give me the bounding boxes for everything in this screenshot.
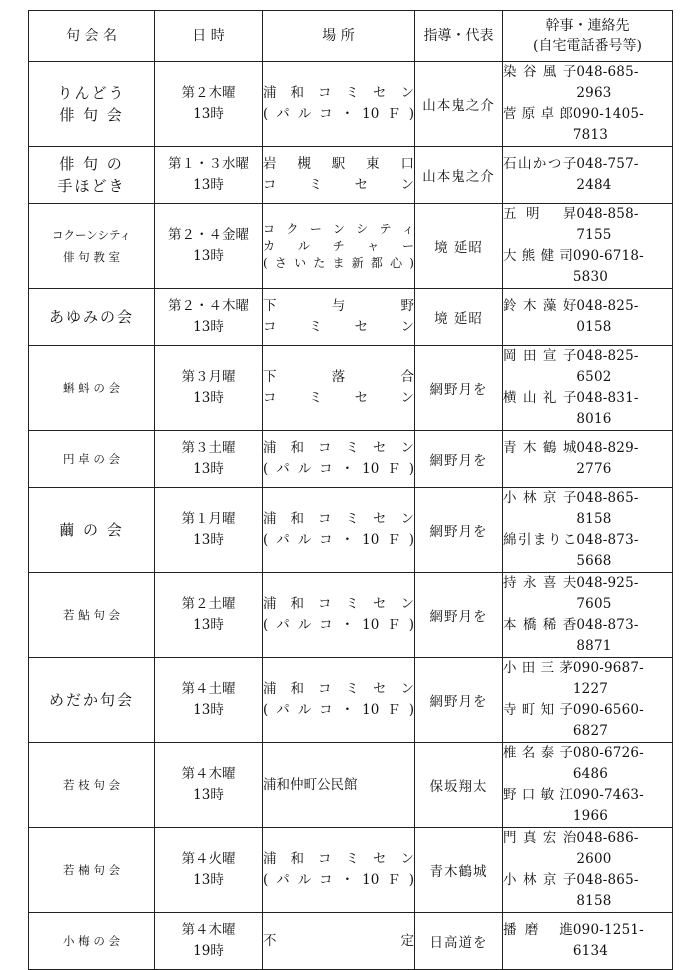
group-name-line: 手ほどき: [57, 177, 126, 195]
contact-phone: 090-6718-5830: [572, 248, 644, 285]
group-name-cell: [29, 62, 155, 147]
schedule-line: 第１月曜: [181, 511, 236, 527]
leader-cell: 網野月を: [415, 488, 503, 573]
table-row: [29, 62, 673, 147]
schedule-line: 13時: [193, 787, 224, 803]
contact-cell: [503, 658, 673, 743]
contact-name: 野口敏江: [503, 787, 573, 803]
schedule-cell: [155, 828, 263, 913]
table-row: [29, 431, 673, 488]
contact-name: 持永喜夫: [503, 575, 577, 591]
group-name-line: 俳 句 会: [59, 106, 124, 124]
contact-line: [503, 62, 672, 104]
place-cell: [263, 431, 415, 488]
schedule-line: 13時: [193, 177, 224, 193]
group-name-cell: [29, 743, 155, 828]
place-line: 下与野: [263, 298, 414, 314]
place-cell: [263, 658, 415, 743]
header-when: 日 時: [155, 11, 263, 62]
contact-cell: [503, 743, 673, 828]
place-cell: [263, 62, 415, 147]
group-name-cell: [29, 913, 155, 970]
contact-cell: [503, 204, 673, 289]
leader-cell: 網野月を: [415, 658, 503, 743]
leader-cell: 山本鬼之介: [415, 147, 503, 204]
table-row: [29, 346, 673, 431]
schedule-cell: [155, 289, 263, 346]
place-line: (パルコ・10Ｆ): [263, 532, 414, 548]
table-row: [29, 573, 673, 658]
schedule-line: 13時: [193, 461, 224, 477]
group-name-cell: [29, 147, 155, 204]
group-name-cell: [29, 573, 155, 658]
schedule-line: 第２・４金曜: [168, 227, 249, 243]
schedule-line: 第１・３水曜: [168, 156, 249, 172]
contact-name: 門真宏治: [503, 830, 577, 846]
place-line: コミセン: [263, 390, 414, 406]
schedule-line: 第４土曜: [181, 681, 236, 697]
place-cell: [263, 346, 415, 431]
table-row: [29, 488, 673, 573]
contact-line: [503, 743, 672, 785]
contact-phone: 090-6560-6827: [572, 702, 644, 739]
group-name-line: めだか句会: [48, 691, 134, 709]
header-row: [29, 11, 673, 62]
schedule-line: 13時: [193, 872, 224, 888]
leader-cell: 網野月を: [415, 431, 503, 488]
contact-name: 小田三茅: [503, 660, 573, 676]
group-name-line: あゆみの会: [48, 308, 134, 326]
leader-cell: 保坂翔太: [415, 743, 503, 828]
contact-name: 小林京子: [503, 490, 577, 506]
contact-line: [503, 438, 672, 480]
haiku-group-table: [28, 10, 673, 970]
leader-cell: 網野月を: [415, 346, 503, 431]
place-line: (パルコ・10Ｆ): [263, 461, 414, 477]
contact-phone: 080-6726-6486: [572, 745, 644, 782]
contact-phone: 090-7463-1966: [572, 787, 644, 824]
place-line: コミセン: [263, 177, 414, 193]
contact-line: [503, 488, 672, 530]
group-name-line: 小 梅 の 会: [63, 934, 120, 948]
contact-line: [503, 828, 672, 870]
contact-phone: 048-686-2600: [576, 830, 639, 867]
contact-phone: 048-858-7155: [576, 206, 639, 243]
contact-line: [503, 154, 672, 196]
contact-cell: [503, 431, 673, 488]
contact-name: 大熊健司: [503, 248, 573, 264]
table-body: [29, 62, 673, 970]
contact-cell: [503, 147, 673, 204]
leader-cell: 境 延昭: [415, 204, 503, 289]
contact-name: 本橋稀香: [503, 617, 577, 633]
schedule-line: 13時: [193, 390, 224, 406]
contact-line: [503, 104, 672, 146]
place-line: (パルコ・10Ｆ): [263, 617, 414, 633]
schedule-line: 第２土曜: [181, 596, 236, 612]
contact-phone: 048-757-2484: [576, 156, 639, 193]
contact-name: 寺町知子: [503, 702, 573, 718]
schedule-cell: [155, 658, 263, 743]
contact-name: 岡田宣子: [503, 348, 577, 364]
group-name-line: コクーンシティ: [51, 228, 132, 242]
contact-line: [503, 530, 672, 572]
header-place: 場 所: [263, 11, 415, 62]
contact-line: [503, 346, 672, 388]
schedule-cell: [155, 488, 263, 573]
place-line: コクーンシティ: [263, 221, 414, 236]
contact-cell: [503, 573, 673, 658]
group-name-line: 若 楠 句 会: [63, 863, 120, 877]
place-line: (パルコ・10Ｆ): [263, 702, 414, 718]
contact-phone: 048-925-7605: [576, 575, 639, 612]
table-row: [29, 147, 673, 204]
place-cell: [263, 828, 415, 913]
schedule-line: 第３月曜: [181, 369, 236, 385]
contact-name: 石山かつ子: [503, 156, 577, 172]
table-row: [29, 913, 673, 970]
schedule-line: 第４木曜: [181, 766, 236, 782]
group-name-line: りんどう: [57, 84, 126, 102]
contact-phone: 090-9687-1227: [572, 660, 644, 697]
place-cell: [263, 289, 415, 346]
place-line: 岩槻駅東口: [263, 156, 414, 172]
contact-phone: 090-1251-6134: [572, 922, 644, 959]
contact-line: [503, 785, 672, 827]
group-name-cell: [29, 658, 155, 743]
schedule-line: 第２・４木曜: [168, 298, 249, 314]
contact-phone: 048-873-8871: [576, 617, 639, 654]
place-cell: [263, 488, 415, 573]
table-row: [29, 828, 673, 913]
contact-phone: 048-825-6502: [576, 348, 639, 385]
place-line: 浦和コミセン: [263, 511, 414, 527]
contact-name: 横山礼子: [503, 390, 577, 406]
schedule-line: 第４木曜: [181, 922, 236, 938]
schedule-cell: [155, 431, 263, 488]
header-contact: [503, 11, 673, 62]
place-line: (さいたま新都心): [263, 255, 414, 270]
header-name: 句 会 名: [29, 11, 155, 62]
schedule-cell: [155, 573, 263, 658]
contact-line: [503, 573, 672, 615]
place-cell: [263, 743, 415, 828]
group-name-line: 俳 句 の: [59, 155, 124, 173]
contact-line: [503, 296, 672, 338]
contact-line: [503, 700, 672, 742]
contact-phone: 048-685-2963: [576, 64, 639, 101]
schedule-line: 19時: [193, 943, 224, 959]
contact-name: 椎名泰子: [503, 745, 573, 761]
contact-phone: 048-865-8158: [576, 872, 639, 909]
contact-name: 菅原卓郎: [503, 106, 573, 122]
schedule-line: 13時: [193, 702, 224, 718]
schedule-line: 13時: [193, 106, 224, 122]
leader-cell: 網野月を: [415, 573, 503, 658]
contact-name: 染谷風子: [503, 64, 577, 80]
place-line: 不定: [263, 932, 414, 949]
contact-cell: [503, 828, 673, 913]
contact-cell: [503, 62, 673, 147]
contact-phone: 048-873-5668: [576, 532, 639, 569]
place-cell: [263, 147, 415, 204]
group-name-cell: [29, 289, 155, 346]
place-line: 浦和コミセン: [263, 440, 414, 456]
contact-phone: 090-1405-7813: [572, 106, 644, 143]
table-row: [29, 204, 673, 289]
schedule-line: 13時: [193, 248, 224, 264]
group-name-line: 繭 の 会: [59, 521, 124, 539]
group-name-cell: [29, 431, 155, 488]
group-name-cell: [29, 346, 155, 431]
contact-cell: [503, 289, 673, 346]
group-name-line: 若 鮎 句 会: [63, 608, 120, 622]
schedule-cell: [155, 62, 263, 147]
leader-cell: 山本鬼之介: [415, 62, 503, 147]
schedule-line: 第３土曜: [181, 440, 236, 456]
schedule-line: 13時: [193, 532, 224, 548]
contact-line: [503, 388, 672, 430]
place-cell: [263, 913, 415, 970]
place-line: (パルコ・10Ｆ): [263, 872, 414, 888]
header-contact-line2: (自宅電話番号等): [533, 38, 642, 54]
contact-cell: [503, 346, 673, 431]
place-cell: [263, 204, 415, 289]
table-row: [29, 743, 673, 828]
schedule-line: 13時: [193, 319, 224, 335]
contact-phone: 048-865-8158: [576, 490, 639, 527]
place-line: 浦和コミセン: [263, 85, 414, 101]
schedule-cell: [155, 204, 263, 289]
schedule-cell: [155, 743, 263, 828]
contact-cell: [503, 913, 673, 970]
leader-cell: 境 延昭: [415, 289, 503, 346]
contact-phone: 048-831-8016: [576, 390, 639, 427]
contact-phone: 048-829-2776: [576, 440, 639, 477]
group-name-cell: [29, 488, 155, 573]
group-name-line: 若 枝 句 会: [63, 778, 120, 792]
place-line: コミセン: [263, 319, 414, 335]
group-name-cell: [29, 204, 155, 289]
contact-line: [503, 870, 672, 912]
contact-line: [503, 920, 672, 962]
contact-name: 綿引まりこ: [503, 532, 577, 548]
schedule-line: 第２木曜: [181, 85, 236, 101]
place-line: 浦和コミセン: [263, 681, 414, 697]
contact-line: [503, 615, 672, 657]
contact-name: 五明 昇: [503, 206, 577, 222]
contact-name: 青木鶴城: [503, 440, 577, 456]
place-line: 浦和仲町公民館: [263, 776, 358, 793]
place-line: (パルコ・10Ｆ): [263, 106, 414, 122]
schedule-cell: [155, 147, 263, 204]
place-line: 浦和コミセン: [263, 851, 414, 867]
group-name-line: 蝌 蚪 の 会: [63, 381, 120, 395]
schedule-cell: [155, 346, 263, 431]
schedule-line: 13時: [193, 617, 224, 633]
contact-phone: 048-825-0158: [576, 298, 639, 335]
place-cell: [263, 573, 415, 658]
place-line: 下落合: [263, 369, 414, 385]
contact-name: 播磨 進: [503, 922, 573, 938]
contact-line: [503, 246, 672, 288]
leader-cell: 日高道を: [415, 913, 503, 970]
leader-cell: 青木鶴城: [415, 828, 503, 913]
table-row: [29, 289, 673, 346]
contact-name: 小林京子: [503, 872, 577, 888]
group-name-cell: [29, 828, 155, 913]
contact-name: 鈴木藻好: [503, 298, 577, 314]
schedule-line: 第４火曜: [181, 851, 236, 867]
contact-line: [503, 204, 672, 246]
schedule-cell: [155, 913, 263, 970]
header-contact-line1: 幹事・連絡先: [545, 18, 630, 34]
header-leader: 指導・代表: [415, 11, 503, 62]
place-line: カルチャー: [263, 238, 414, 253]
place-line: 浦和コミセン: [263, 596, 414, 612]
group-name-line: 円 卓 の 会: [63, 452, 120, 466]
group-name-line: 俳 句 教 室: [63, 250, 120, 264]
table-row: [29, 658, 673, 743]
contact-cell: [503, 488, 673, 573]
contact-line: [503, 658, 672, 700]
